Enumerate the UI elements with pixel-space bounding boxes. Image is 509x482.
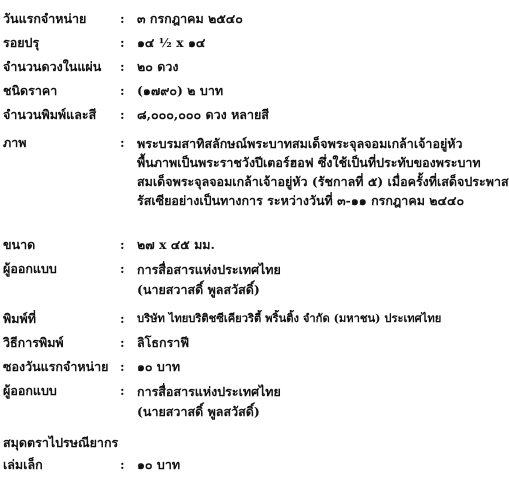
label-image: ภาพ — [3, 135, 27, 150]
label-perforation: รอยปรุ — [3, 35, 40, 50]
label-printer: พิมพ์ที่ — [3, 311, 36, 326]
label-designer: ผู้ออกแบบ — [3, 261, 57, 276]
value-line: ๘,๐๐๐,๐๐๐ ดวง หลายสี — [137, 107, 269, 122]
value-line: (นายสวาสดิ์ พูลสวัสดิ์) — [137, 404, 260, 419]
label-printing-method: วิธีการพิมพ์ — [3, 335, 64, 350]
value-line: (๑๗๙๐) ๒ บาท — [137, 83, 224, 98]
colon: : — [120, 83, 125, 98]
colon: : — [120, 261, 125, 276]
value-line: ๑๔ ½ x ๑๔ — [137, 35, 206, 50]
value-fdc-envelope — [137, 358, 457, 375]
value-line: ๒๗ x ๔๕ มม. — [137, 237, 215, 252]
value-line: การสื่อสารแห่งประเทศไทย — [137, 262, 281, 277]
value-image-description — [137, 134, 509, 210]
value-envelope-designer — [137, 382, 457, 422]
value-line: บริษัท ไทยบริติชซีเคียวริตี้ พริ้นติ้ง จำกัด (มหาชน) ประเทศไทย — [137, 311, 442, 325]
label-size: ขนาด — [3, 237, 36, 252]
label-stamps-per-sheet: จำนวนดวงในแผ่น — [3, 59, 102, 74]
colon: : — [120, 359, 125, 374]
colon: : — [120, 59, 125, 74]
colon: : — [120, 11, 125, 26]
colon: : — [120, 107, 125, 122]
label-envelope-designer: ผู้ออกแบบ — [3, 383, 57, 398]
label-denomination: ชนิดราคา — [3, 83, 58, 98]
colon: : — [120, 383, 125, 398]
label-small-booklet: เล่มเล็ก — [3, 457, 43, 472]
value-designer — [137, 260, 457, 300]
colon: : — [120, 311, 125, 326]
colon: : — [120, 335, 125, 350]
value-size — [137, 236, 457, 253]
value-denomination — [137, 82, 457, 99]
value-line: ลิโธกราฟี — [137, 335, 190, 350]
colon: : — [120, 35, 125, 50]
label-stamp-booklet: สมุดตราไปรษณียากร — [3, 435, 119, 450]
value-line: ๓ กรกฎาคม ๒๕๔๐ — [137, 11, 243, 26]
label-fdc-envelope: ซองวันแรกจำหน่าย — [3, 359, 109, 374]
label-print-quantity-colors: จำนวนพิมพ์และสี — [3, 107, 97, 122]
label-first-day-of-issue: วันแรกจำหน่าย — [3, 11, 87, 26]
value-line: ๒๐ ดวง — [137, 59, 179, 74]
colon: : — [120, 135, 125, 150]
value-print-quantity-colors — [137, 106, 457, 123]
value-printing-method — [137, 334, 457, 351]
value-printer — [137, 310, 457, 327]
colon: : — [120, 237, 125, 252]
value-line: (นายสวาสดิ์ พูลสวัสดิ์) — [137, 282, 260, 297]
value-line: พระบรมสาทิสลักษณ์พระบาทสมเด็จพระจุลจอมเกล้าเจ้าอยู่หัว — [137, 136, 463, 151]
colon: : — [120, 457, 125, 472]
value-perforation — [137, 34, 457, 51]
value-line: การสื่อสารแห่งประเทศไทย — [137, 384, 281, 399]
value-stamps-per-sheet — [137, 58, 457, 75]
value-line: ๑๐ บาท — [137, 359, 181, 374]
value-line: รัสเซียอย่างเป็นทางการ ระหว่างวันที่ ๓-๑๑ กรกฎาคม ๒๔๔๐ — [137, 193, 465, 208]
value-line: สมเด็จพระจุลจอมเกล้าเจ้าอยู่หัว (รัชกาลที่ ๕) เมื่อครั้งที่เสด็จประพาส — [137, 174, 509, 189]
value-line: ๑๐ บาท — [137, 457, 181, 472]
value-small-booklet — [137, 456, 457, 473]
value-first-day-of-issue — [137, 10, 457, 27]
value-line: พื้นภาพเป็นพระราชวังปีเตอร์ฮอฟ ซึ่งใช้เป็นที่ประทับของพระบาท — [137, 155, 481, 170]
